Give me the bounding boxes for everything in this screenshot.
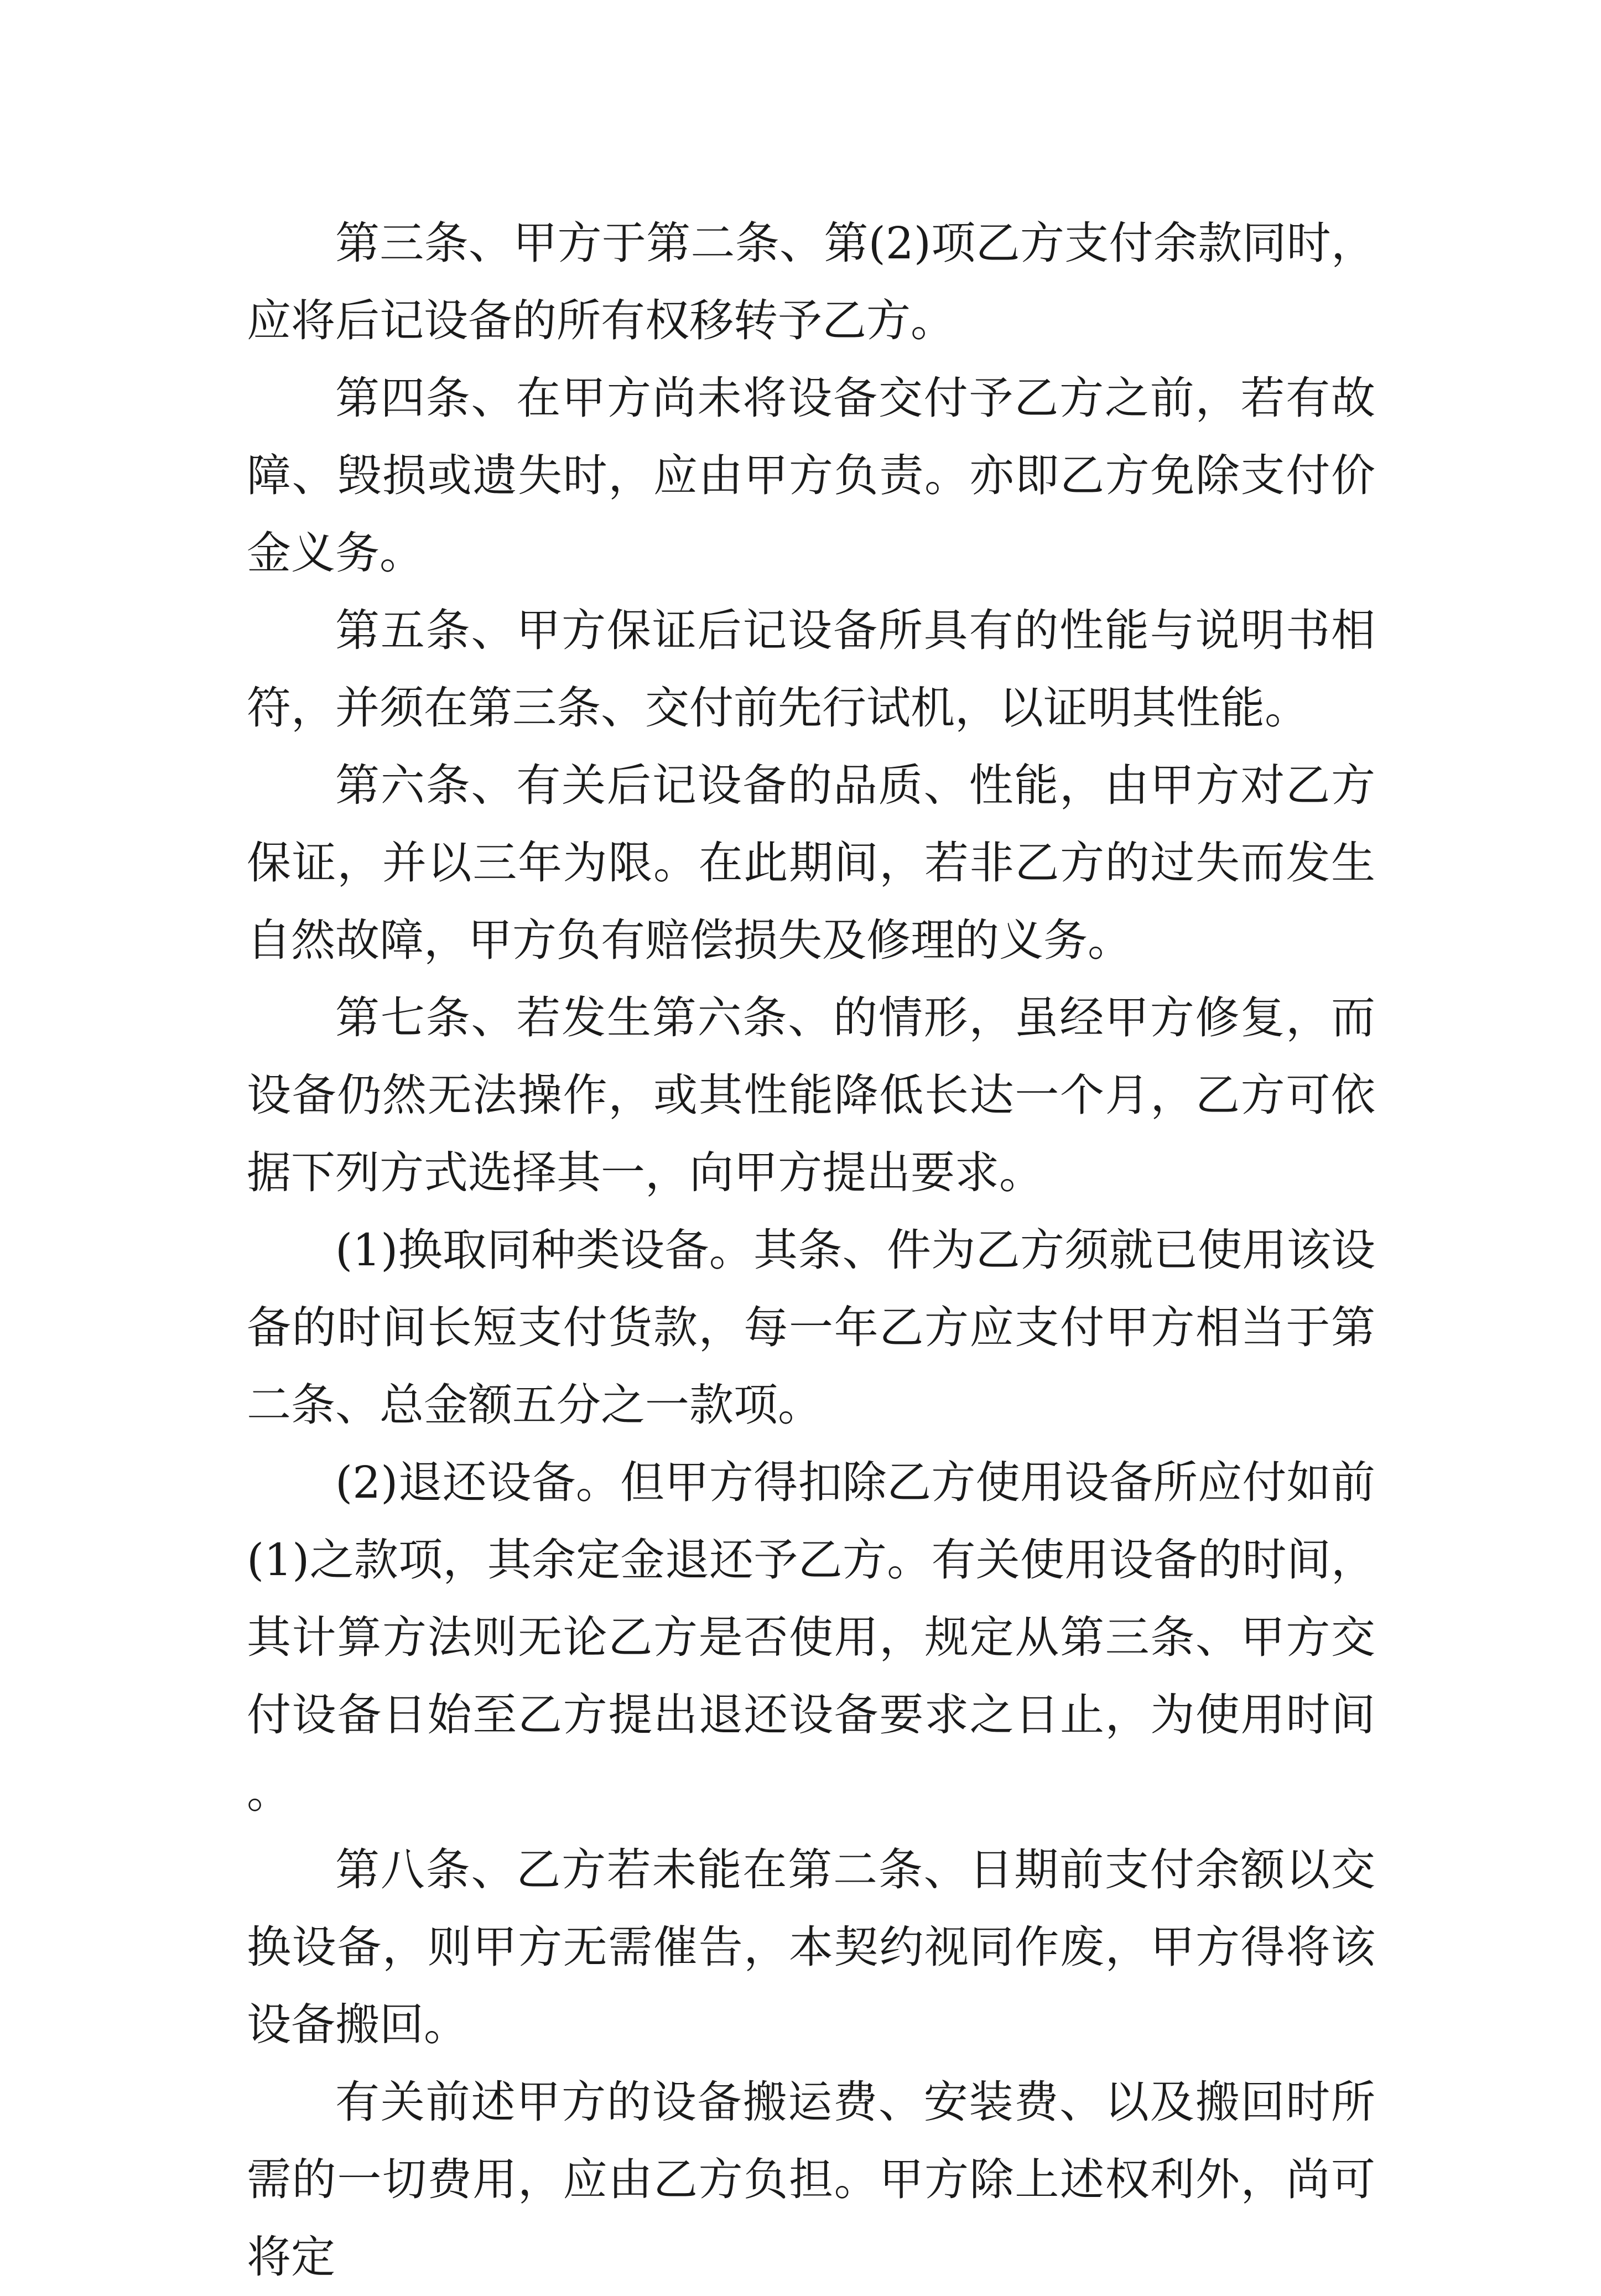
paragraph-article-7: 第七条、若发生第六条、的情形，虽经甲方修复，而设备仍然无法操作，或其性能降低长达一个月，乙方可依据下列方式选择其一，向甲方提出要求。	[247, 992, 1375, 1198]
paragraph-item-1: (1)换取同种类设备。其条、件为乙方须就已使用该设备的时间长短支付货款，每一年乙方应支付甲方相当于第二条、总金额五分之一款项。	[247, 1224, 1375, 1431]
paragraph-article-5: 第五条、甲方保证后记设备所具有的性能与说明书相符，并须在第三条、交付前先行试机，以证明其性能。	[247, 605, 1375, 734]
paragraph-article-8: 第八条、乙方若未能在第二条、日期前支付余额以交换设备，则甲方无需催告，本契约视同作废，甲方得将该设备搬回。	[247, 1844, 1375, 2050]
document-body	[247, 205, 1375, 2296]
paragraph-article-4: 第四条、在甲方尚未将设备交付予乙方之前，若有故障、毁损或遗失时，应由甲方负责。亦即乙方免除支付价金义务。	[247, 372, 1375, 579]
paragraph-expenses: 有关前述甲方的设备搬运费、安装费、以及搬回时所需的一切费用，应由乙方负担。甲方除上述权利外，尚可将定	[247, 2076, 1375, 2283]
paragraph-article-3: 第三条、甲方于第二条、第(2)项乙方支付余款同时，应将后记设备的所有权移转予乙方。	[247, 217, 1375, 346]
paragraph-article-6: 第六条、有关后记设备的品质、性能，由甲方对乙方保证，并以三年为限。在此期间，若非乙方的过失而发生自然故障，甲方负有赔偿损失及修理的义务。	[247, 760, 1375, 966]
paragraph-item-2: (2)退还设备。但甲方得扣除乙方使用设备所应付如前(1)之款项，其余定金退还予乙方。有关使用设备的时间，其计算方法则无论乙方是否使用，规定从第三条、甲方交付设备日始至乙方提出退还设备要求之日止，为使用时间。	[247, 1457, 1375, 1818]
